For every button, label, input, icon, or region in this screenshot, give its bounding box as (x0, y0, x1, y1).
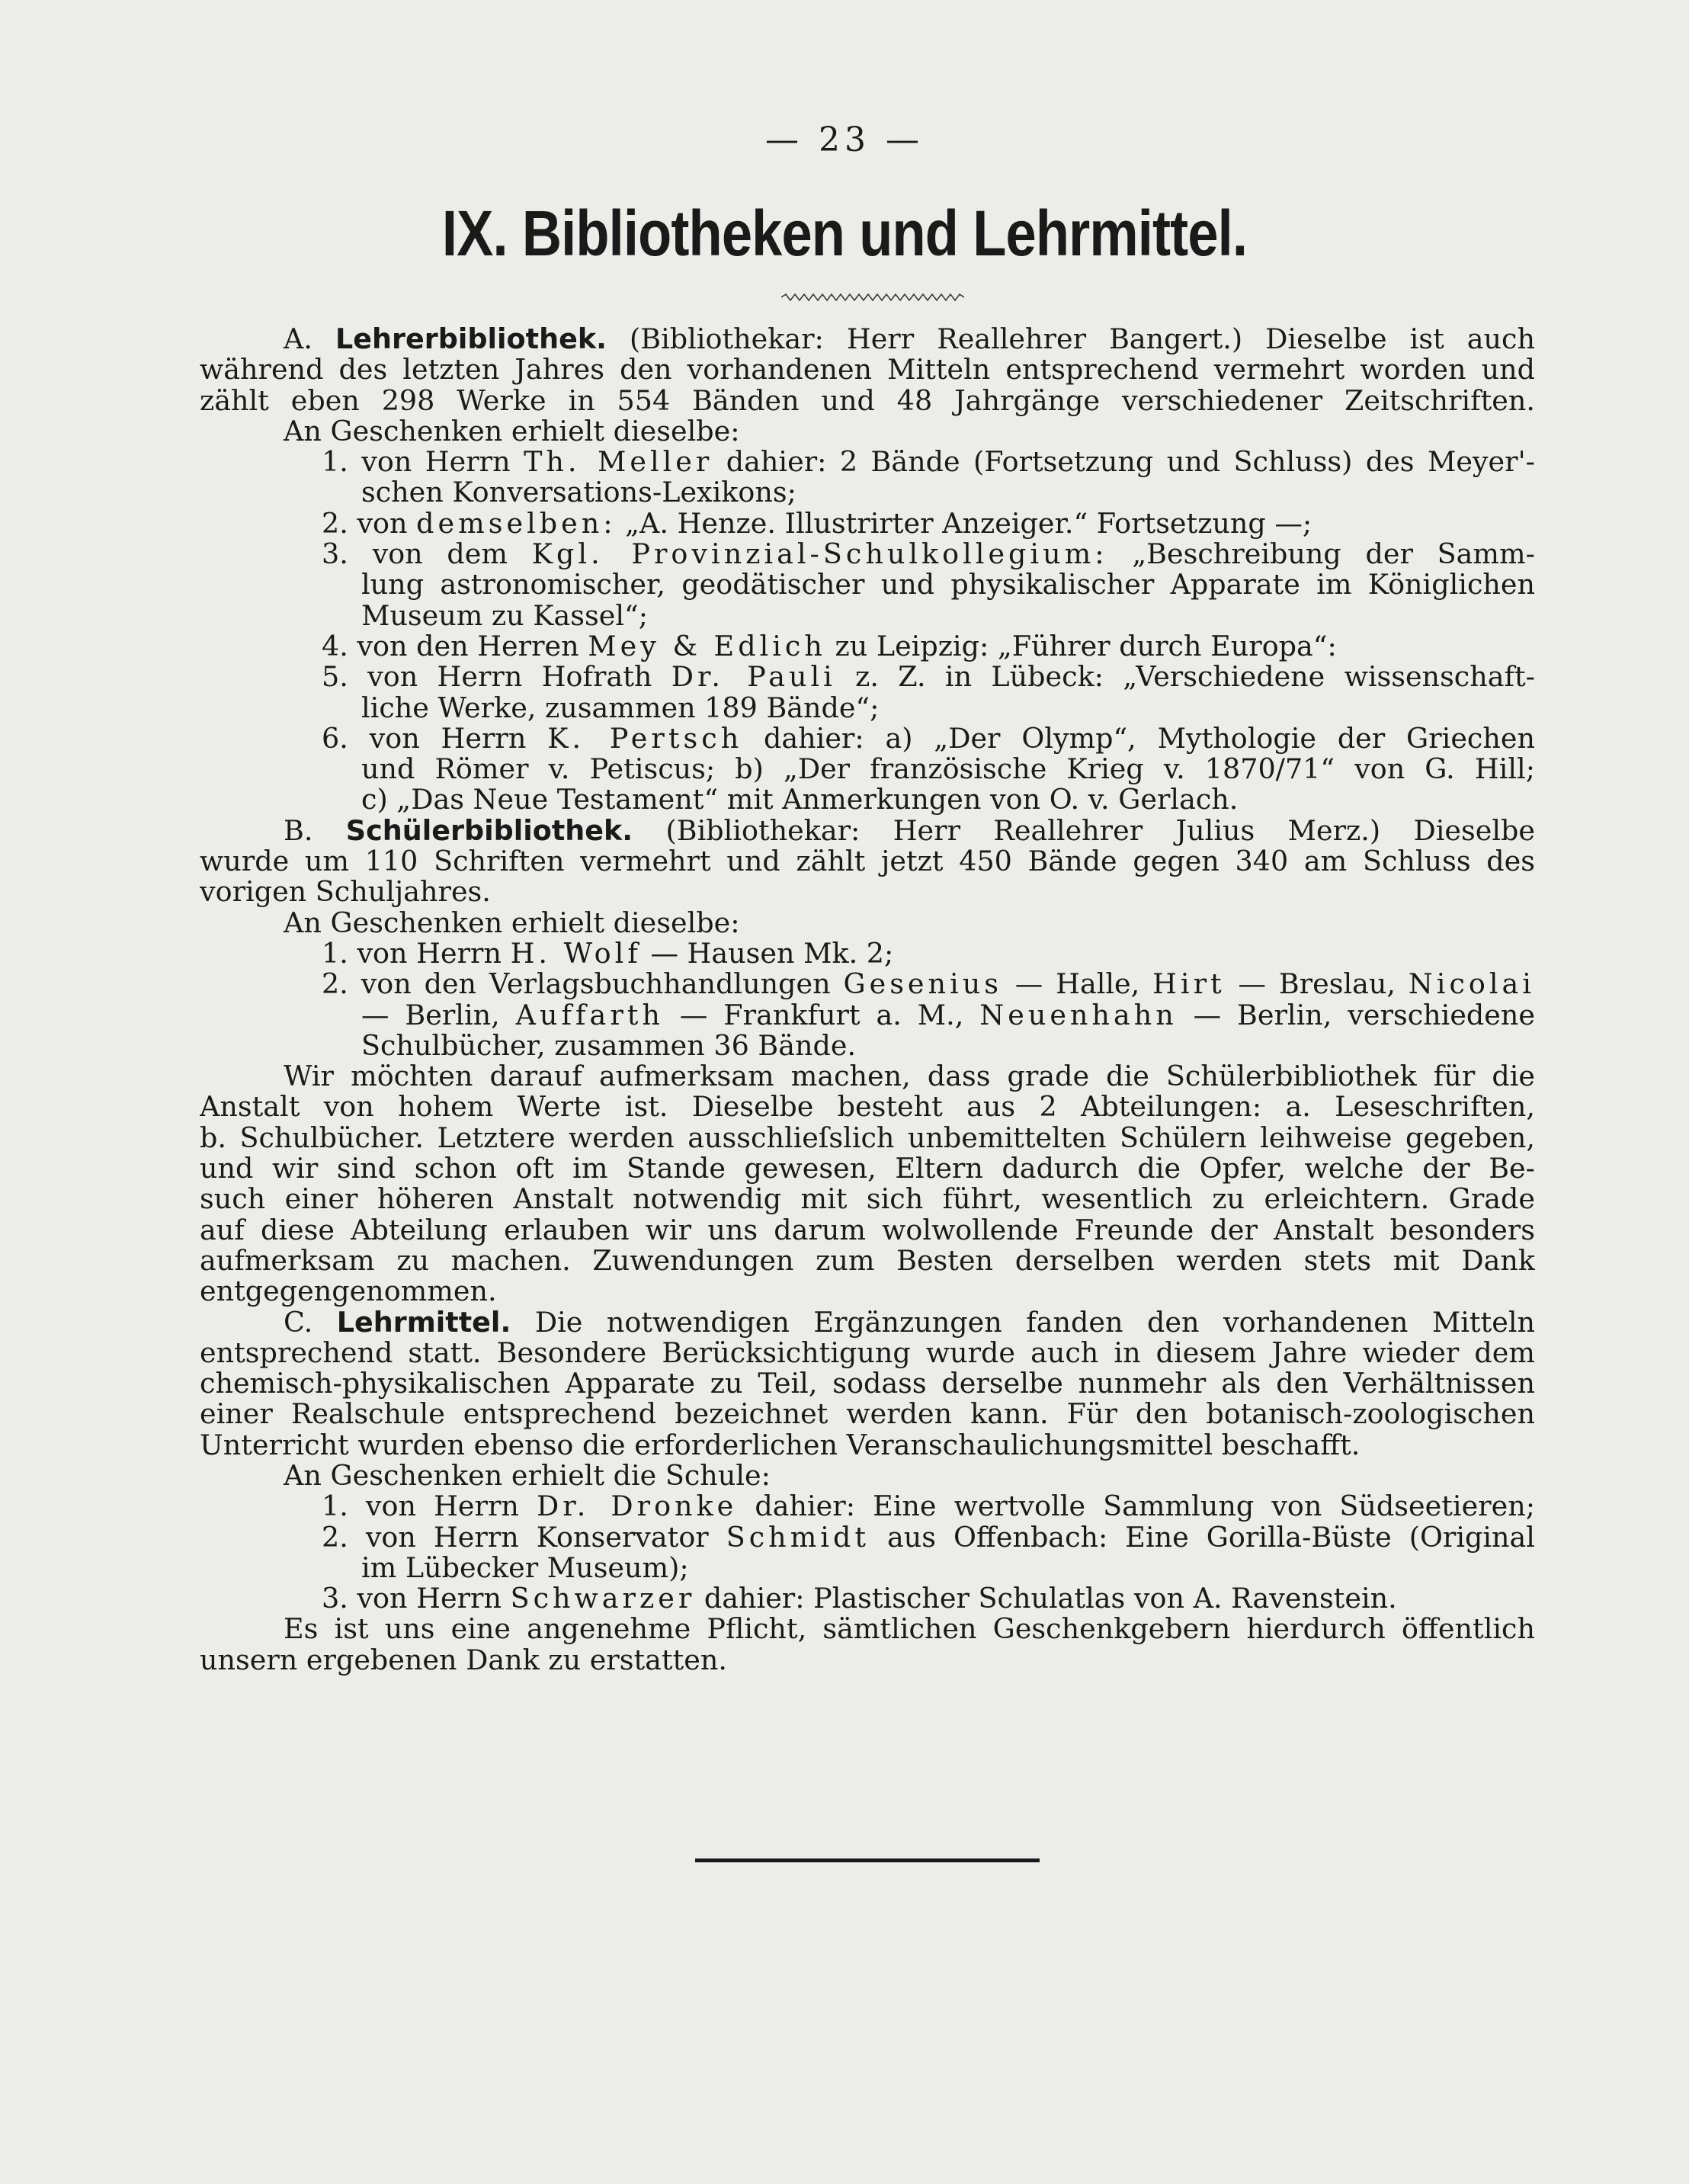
section-a-gift-5-cont: liche Werke, zusammen 189 Bände“; (361, 692, 880, 723)
section-c-line-4: einer Realschule entsprechend bezeichnet werden kann. Für den botanisch-zoologischen (200, 1399, 1535, 1430)
section-b-title: Schülerbibliothek. (345, 815, 633, 847)
section-c-gift-2: 2. von Herrn Konservator Schmidt aus Offenbach: Eine Gorilla-Büste (Original (322, 1522, 1535, 1553)
section-b-para-5: such einer höheren Anstalt notwendig mit sich führt, wesentlich zu erleichtern. Grade (200, 1184, 1535, 1215)
section-b-para-8: entgegengenommen. (200, 1276, 497, 1307)
section-a-gift-1-cont: schen Konversations-Lexikons; (361, 477, 796, 508)
section-c-line-5: Unterricht wurden ebenso die erforderlichen Veranschaulichungsmittel beschafft. (200, 1429, 1360, 1461)
section-c-gift-1: 1. von Herrn Dr. Dronke dahier: Eine wertvolle Sammlung von Südseetieren; (322, 1491, 1535, 1522)
section-b-para-4: und wir sind schon oft im Stande gewesen, Eltern dadurch die Opfer, welche der Be- (200, 1153, 1535, 1185)
page-number: — 23 — (765, 120, 924, 159)
section-c-gift-2-cont: im Lübecker Museum); (361, 1552, 689, 1584)
section-c-title: Lehrmittel. (336, 1307, 511, 1338)
section-c-gift-3: 3. von Herrn Schwarzer dahier: Plastischer Schulatlas von A. Ravenstein. (322, 1583, 1397, 1615)
section-a-line-2: während des letzten Jahres den vorhandenen Mitteln entsprechend vermehrt worden und (200, 354, 1535, 386)
section-b-para-3: b. Schulbücher. Letztere werden ausschlieſslich unbemittelten Schülern leihweise gegeben, (200, 1122, 1535, 1154)
section-a-gift-6-cont-2: c) „Das Neue Testament“ mit Anmerkungen von O. v. Gerlach. (361, 784, 1239, 816)
closing-rule-divider (695, 1858, 1040, 1862)
section-a-gift-5: 5. von Herrn Hofrath Dr. Pauli z. Z. in Lübeck: „Verschiedene wissenschaft- (322, 662, 1535, 693)
section-b-gifts-intro: An Geschenken erhielt dieselbe: (284, 907, 740, 938)
section-a-gift-3-cont: lung astronomischer, geodätischer und physikalischer Apparate im Königlichen (361, 569, 1535, 601)
section-a-gift-1: 1. von Herrn Th. Meller dahier: 2 Bände (Fortsetzung und Schluss) des Meyer'- (322, 447, 1535, 478)
section-a-line-3: zählt eben 298 Werke in 554 Bänden und 48 Jahrgänge verschiedener Zeitschriften. (200, 385, 1535, 416)
decorative-squiggle-divider (781, 293, 964, 302)
section-c-line-2: entsprechend statt. Besondere Berücksichtigung wurde auch in diesem Jahre wieder dem (200, 1337, 1535, 1369)
section-b-para-7: aufmerksam zu machen. Zuwendungen zum Besten derselben werden stets mit Dank (200, 1245, 1535, 1277)
section-b-line-2: wurde um 110 Schriften vermehrt und zählt jetzt 450 Bände gegen 340 am Schluss des (200, 846, 1535, 877)
page-title: IX. Bibliotheken und Lehrmittel. (441, 197, 1248, 269)
section-b-line-1: B. Schülerbibliothek. (Bibliothekar: Herr Reallehrer Julius Merz.) Dieselbe (284, 815, 1535, 847)
section-a-gift-2: 2. von demselben: „A. Henze. Illustrirter Anzeiger.“ Fortsetzung —; (322, 508, 1312, 540)
section-a-gift-3: 3. von dem Kgl. Provinzial-Schulkollegium: „Beschreibung der Samm- (322, 539, 1535, 570)
section-a-gift-4: 4. von den Herren Mey & Edlich zu Leipzig: „Führer durch Europa“: (322, 630, 1337, 662)
section-b-para-1: Wir möchten darauf aufmerksam machen, dass grade die Schülerbibliothek für die (284, 1061, 1535, 1092)
section-a-gift-6: 6. von Herrn K. Pertsch dahier: a) „Der Olymp“, Mythologie der Griechen (322, 723, 1535, 755)
section-b-gift-2: 2. von den Verlagsbuchhandlungen Gesenius — Halle, Hirt — Breslau, Nicolai (322, 969, 1535, 1000)
section-a-gifts-intro: An Geschenken erhielt dieselbe: (284, 415, 740, 447)
section-c-gifts-intro: An Geschenken erhielt die Schule: (284, 1460, 771, 1492)
section-c-line-3: chemisch-physikalischen Apparate zu Teil, sodass derselbe nunmehr als den Verhältnissen (200, 1368, 1535, 1400)
section-b-gift-2-cont-2: Schulbücher, zusammen 36 Bände. (361, 1030, 857, 1062)
section-a-gift-6-cont: und Römer v. Petiscus; b) „Der französische Krieg v. 1870/71“ von G. Hill; (361, 754, 1535, 785)
section-b-para-2: Anstalt von hohem Werte ist. Dieselbe besteht aus 2 Abteilungen: a. Leseschriften, (200, 1092, 1535, 1123)
section-b-gift-2-cont: — Berlin, Auffarth — Frankfurt a. M., Neuenhahn — Berlin, verschiedene (361, 999, 1535, 1031)
section-a-title: Lehrerbibliothek. (335, 324, 607, 355)
section-a-gift-3-cont-2: Museum zu Kassel“; (361, 600, 648, 631)
section-b-gift-1: 1. von Herrn H. Wolf — Hausen Mk. 2; (322, 938, 894, 970)
section-a-line-1: A. Lehrerbibliothek. (Bibliothekar: Herr Reallehrer Bangert.) Dieselbe ist auch (284, 324, 1535, 355)
section-c-line-1: C. Lehrmittel. Die notwendigen Ergänzungen fanden den vorhandenen Mitteln (284, 1307, 1535, 1338)
closing-thanks-2: unsern ergebenen Dank zu erstatten. (200, 1644, 727, 1676)
section-b-line-3: vorigen Schuljahres. (200, 877, 491, 908)
section-b-para-6: auf diese Abteilung erlauben wir uns darum wolwollende Freunde der Anstalt besonders (200, 1214, 1535, 1246)
closing-thanks-1: Es ist uns eine angenehme Pflicht, sämtlichen Geschenkgebern hierdurch öffentlich (284, 1614, 1535, 1645)
document-body (200, 324, 1535, 1676)
